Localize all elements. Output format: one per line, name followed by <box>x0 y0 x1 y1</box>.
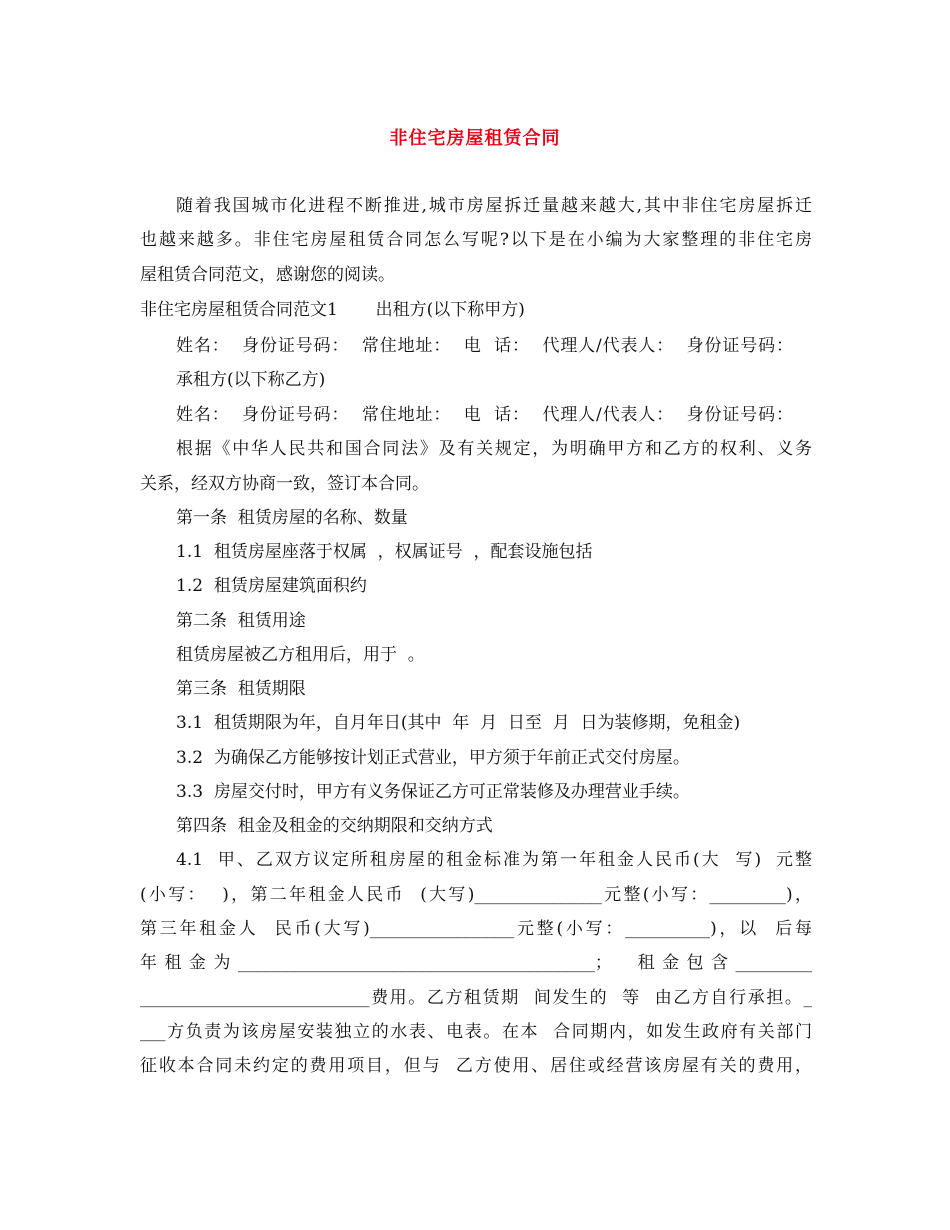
paragraph-line: 租赁房屋被乙方租用后，用于 。 <box>176 645 425 665</box>
paragraph-line: 姓名： 身份证号码： 常住地址： 电 话： 代理人/代表人： 身份证号码： <box>176 336 793 356</box>
paragraph-line: 第三条 租赁期限 <box>176 679 306 699</box>
paragraph-line: 3.2 为确保乙方能够按计划正式营业，甲方须于年前正式交付房屋。 <box>176 748 690 768</box>
paragraph-line: ___方负责为该房屋安装独立的水表、电表。在本 合同期内，如发生政府有关部门 <box>140 1022 812 1042</box>
paragraph-line: 第四条 租金及租金的交纳期限和交纳方式 <box>176 816 493 836</box>
paragraph-line: 3.1 租赁期限为年，自月年日(其中 年 月 日至 月 日为装修期，免租金) <box>176 713 741 733</box>
paragraph-line: 随着我国城市化进程不断推进,城市房屋拆迁量越来越大,其中非住宅房屋拆迁 <box>176 196 812 216</box>
paragraph-line: 第三年租金人 民币(大写)_________________元整(小写：__________)，以 后每 <box>140 919 812 939</box>
paragraph-line: 第一条 租赁房屋的名称、数量 <box>176 508 408 528</box>
document-title: 非住宅房屋租赁合同 <box>389 128 561 149</box>
paragraph-line: 1.2 租赁房屋建筑面积约 <box>176 576 367 596</box>
paragraph-line: 关系，经双方协商一致，签订本合同。 <box>140 474 429 494</box>
paragraph-line: 1.1 租赁房屋座落于权属 ，权属证号 ，配套设施包括 <box>176 542 593 562</box>
paragraph-line: ___________________________费用。乙方租赁期 间发生的 等 由乙方自行承担。_ <box>140 988 812 1008</box>
paragraph-line: 也越来越多。非住宅房屋租赁合同怎么写呢?以下是在小编为大家整理的非住宅房 <box>140 230 812 250</box>
paragraph-line: (小写： )，第二年租金人民币 (大写)_______________元整(小写：_________)， <box>140 885 812 905</box>
paragraph-line: 非住宅房屋租赁合同范文1 出租方(以下称甲方) <box>140 300 525 320</box>
paragraph-line: 屋租赁合同范文，感谢您的阅读。 <box>140 265 395 285</box>
paragraph-line: 姓名： 身份证号码： 常住地址： 电 话： 代理人/代表人： 身份证号码： <box>176 405 793 425</box>
paragraph-line: 4.1 甲、乙双方议定所租房屋的租金标准为第一年租金人民币(大 写) 元整 <box>176 850 812 870</box>
paragraph-line: 第二条 租赁用途 <box>176 611 306 631</box>
paragraph-line: 年租金为__________________________________________； 租金包含_________ <box>140 953 812 973</box>
paragraph-line: 征收本合同未约定的费用项目，但与 乙方使用、居住或经营该房屋有关的费用， <box>140 1056 812 1076</box>
paragraph-line: 承租方(以下称乙方) <box>176 370 326 390</box>
paragraph-line: 根据《中华人民共和国合同法》及有关规定，为明确甲方和乙方的权利、义务 <box>176 439 812 459</box>
paragraph-line: 3.3 房屋交付时，甲方有义务保证乙方可正常装修及办理营业手续。 <box>176 782 690 802</box>
